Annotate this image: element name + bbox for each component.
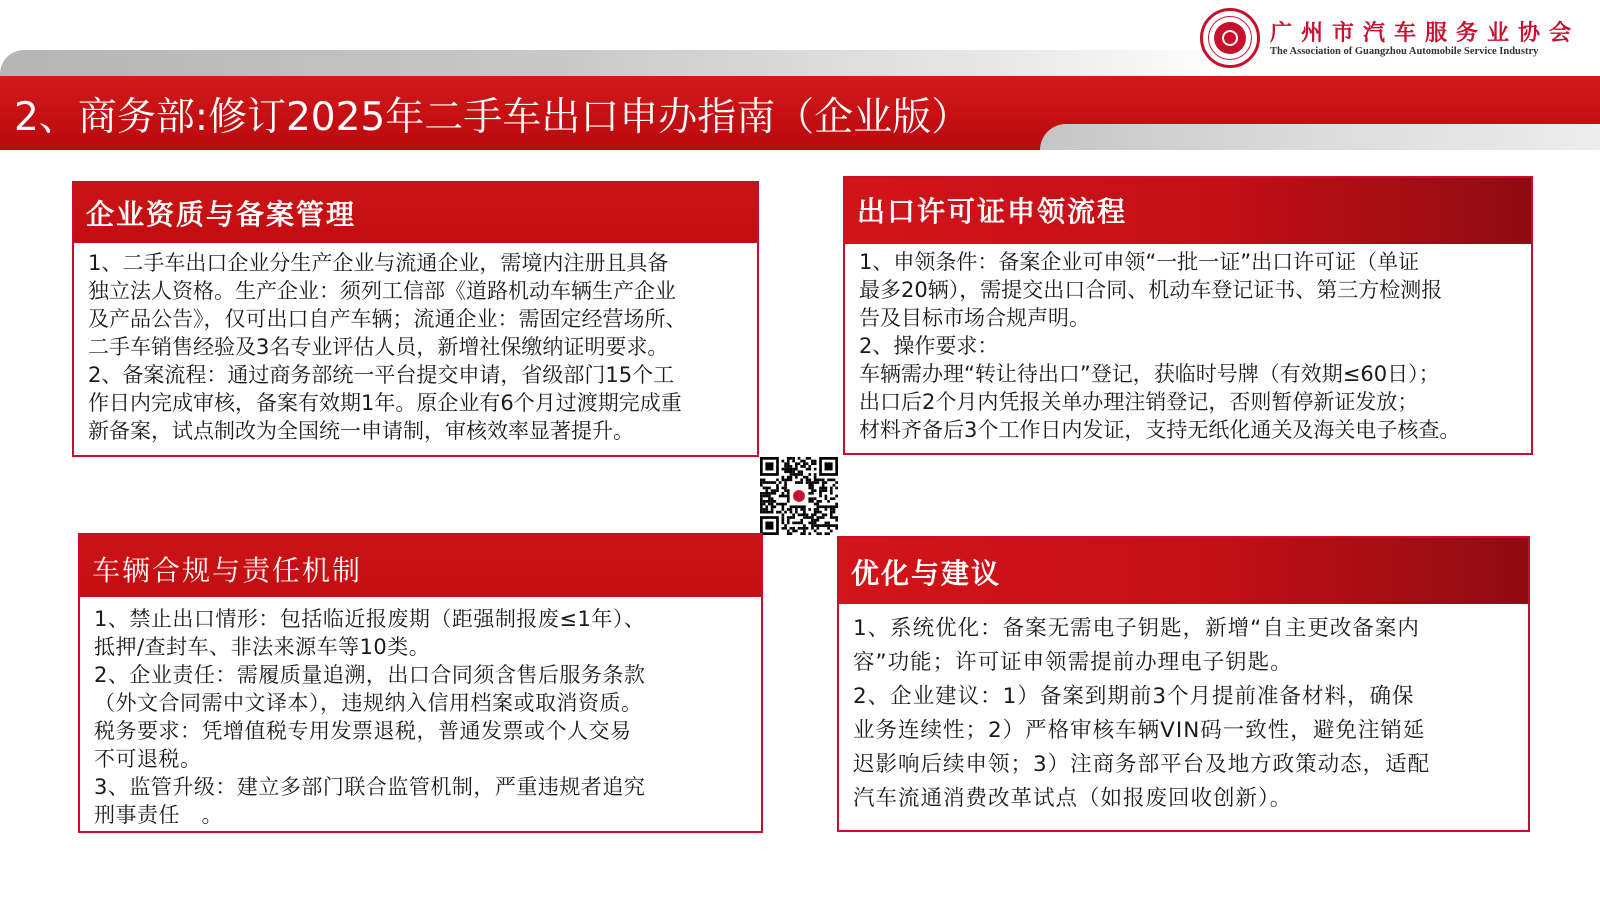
card-license-title: 出口许可证申领流程	[845, 178, 1531, 244]
card-text-line: 抵押/查封车、非法来源车等10类。	[94, 635, 431, 659]
card-text-line: 税务要求：凭增值税专用发票退税，普通发票或个人交易	[94, 719, 632, 743]
card-text-line: 3、监管升级：建立多部门联合监管机制，严重违规者追究	[94, 775, 646, 799]
card-text-line: 2、企业建议：1）备案到期前3个月提前准备材料，确保	[853, 684, 1415, 709]
card-vehicle	[78, 533, 763, 833]
card-text-line: 2、企业责任：需履质量追溯，出口合同须含售后服务条款	[94, 663, 646, 687]
card-text-line: 告及目标市场合规声明。	[859, 306, 1090, 330]
card-license	[843, 176, 1533, 455]
card-vehicle-title: 车辆合规与责任机制	[80, 535, 761, 597]
card-vehicle-body	[80, 597, 761, 835]
slide-title: 2、商务部:修订2025年二手车出口申办指南（企业版）	[14, 95, 971, 140]
card-text-line: 刑事责任 。	[94, 803, 223, 827]
card-text-line: 不可退税。	[94, 747, 202, 771]
card-text-line: 迟影响后续申领；3）注商务部平台及地方政策动态，适配	[853, 752, 1431, 777]
qr-code-icon[interactable]	[760, 457, 838, 535]
card-text-line: 新备案，试点制改为全国统一申请制，审核效率显著提升。	[88, 419, 634, 443]
card-text-line: 1、禁止出口情形：包括临近报废期（距强制报废≤1年）、	[94, 607, 646, 631]
card-text-line: 1、二手车出口企业分生产企业与流通企业，需境内注册且具备	[88, 251, 669, 275]
association-seal-icon	[1200, 8, 1260, 68]
org-name-cn: 广州市汽车服务业协会	[1270, 21, 1581, 46]
card-text-line: （外文合同需中文译本），违规纳入信用档案或取消资质。	[94, 691, 643, 715]
card-text-line: 2、备案流程：通过商务部统一平台提交申请，省级部门15个工	[88, 363, 675, 387]
card-qualification-body	[74, 243, 757, 451]
card-text-line: 汽车流通消费改革试点（如报废回收创新）。	[853, 786, 1293, 811]
org-name-en: The Association of Guangzhou Automobile Service Industry	[1270, 46, 1539, 57]
card-text-line: 材料齐备后3个工作日内发证，支持无纸化通关及海关电子核查。	[859, 418, 1461, 442]
card-text-line: 二手车销售经验及3名专业评估人员，新增社保缴纳证明要求。	[88, 335, 669, 359]
card-text-line: 最多20辆），需提交出口合同、机动车登记证书、第三方检测报	[859, 278, 1443, 302]
card-license-body	[845, 244, 1531, 450]
card-text-line: 1、系统优化：备案无需电子钥匙，新增“自主更改备案内	[853, 616, 1420, 641]
card-optimize-body	[839, 604, 1528, 822]
card-text-line: 车辆需办理“转让待出口”登记，获临时号牌（有效期≤60日）；	[859, 362, 1440, 386]
title-grey-accent	[1040, 124, 1600, 150]
card-text-line: 业务连续性；2）严格审核车辆VIN码一致性，避免注销延	[853, 718, 1426, 743]
association-logo	[1200, 6, 1590, 68]
card-text-line: 独立法人资格。生产企业：须列工信部《道路机动车辆生产企业	[88, 279, 676, 303]
card-qualification	[72, 181, 759, 457]
card-optimize	[837, 536, 1530, 832]
card-qualification-title: 企业资质与备案管理	[74, 183, 757, 243]
card-text-line: 出口后2个月内凭报关单办理注销登记，否则暂停新证发放；	[859, 390, 1419, 414]
card-text-line: 作日内完成审核，备案有效期1年。原企业有6个月过渡期完成重	[88, 391, 682, 415]
card-text-line: 2、操作要求：	[859, 334, 999, 358]
card-text-line: 及产品公告》，仅可出口自产车辆；流通企业：需固定经营场所、	[88, 307, 687, 331]
card-text-line: 容”功能；许可证申领需提前办理电子钥匙。	[853, 650, 1293, 675]
card-optimize-title: 优化与建议	[839, 538, 1528, 604]
card-text-line: 1、申领条件：备案企业可申领“一批一证”出口许可证（单证	[859, 250, 1420, 274]
